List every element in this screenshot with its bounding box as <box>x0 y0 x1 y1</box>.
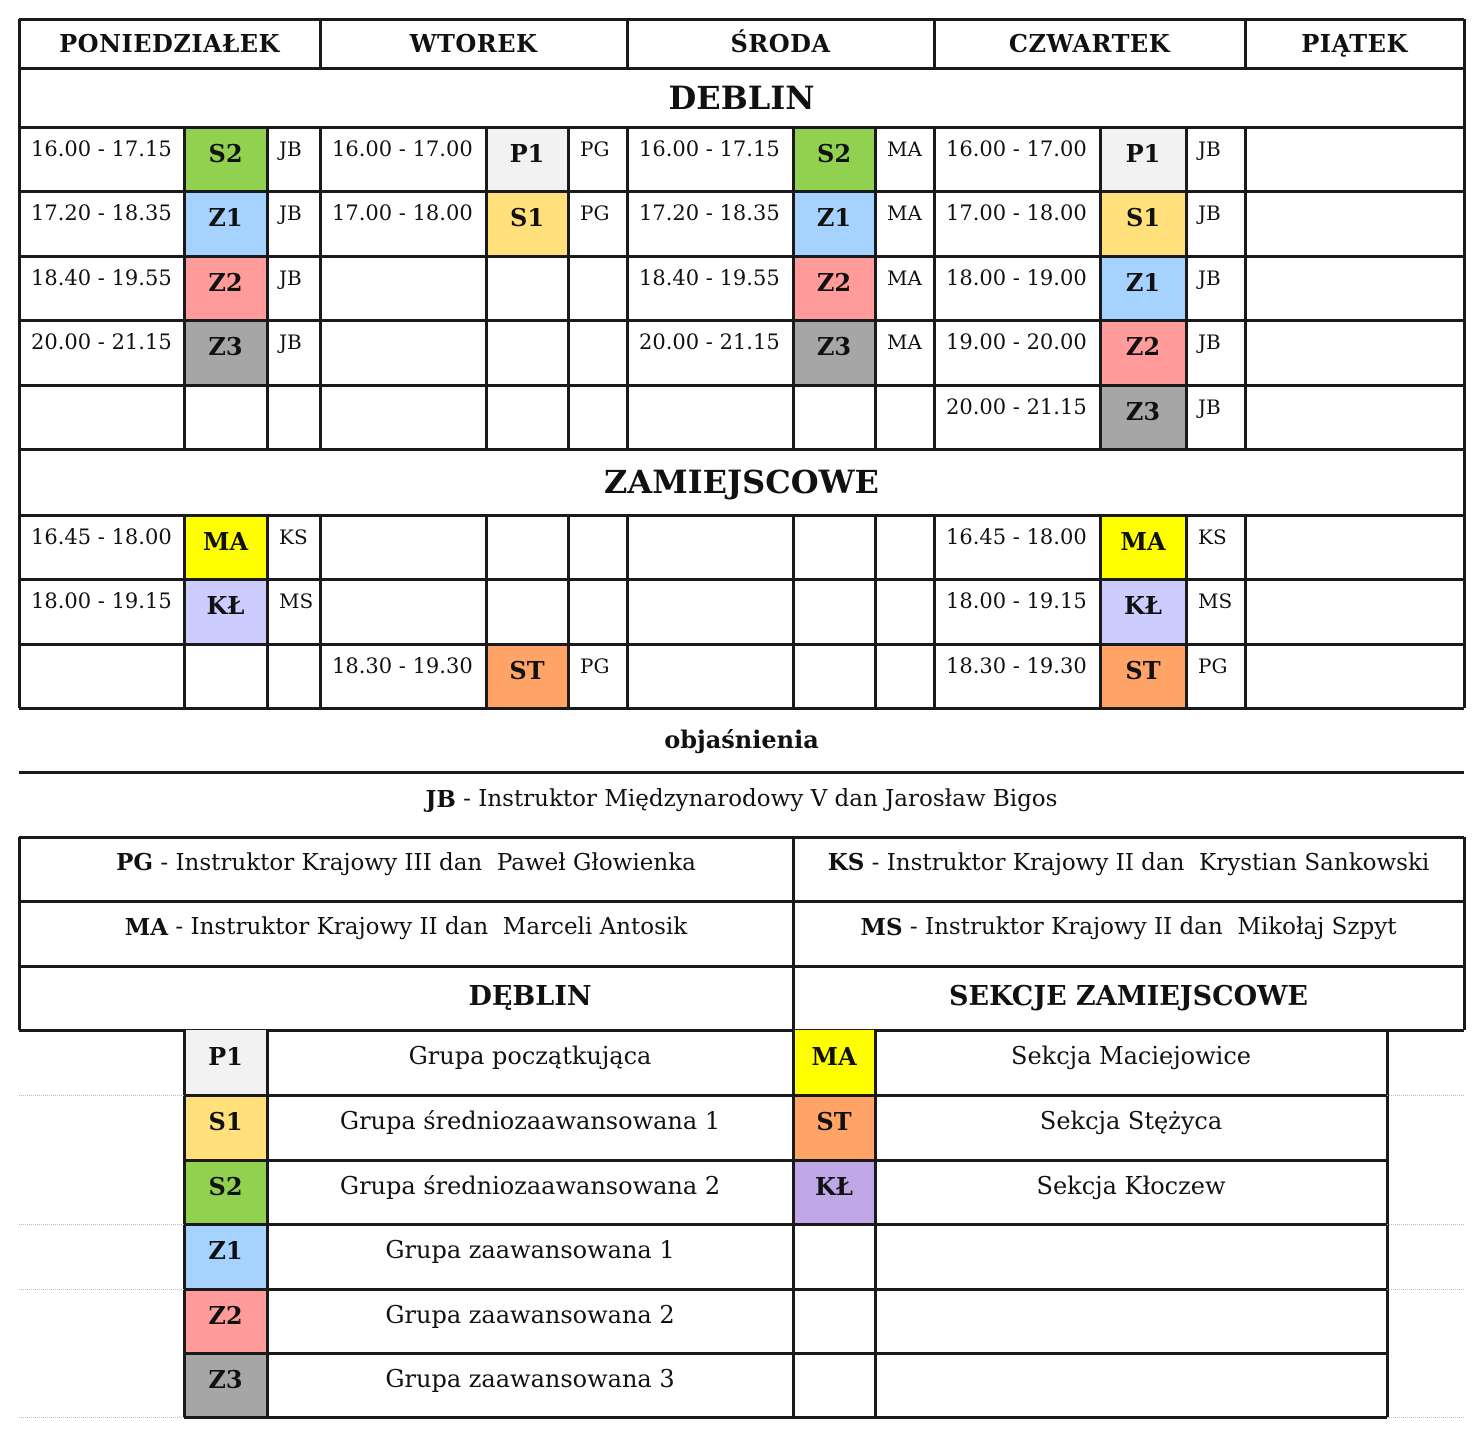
deblin-time <box>31 395 182 425</box>
deblin-time: 16.00 - 17.15 <box>639 137 780 161</box>
zam-group-code <box>486 515 568 567</box>
zam-instructor: MS <box>279 589 314 613</box>
deblin-time <box>332 395 484 425</box>
grid-line-v <box>183 127 186 449</box>
grid-line-v <box>1185 127 1188 449</box>
deblin-instructor <box>580 330 625 360</box>
grid-line-h <box>19 18 1464 21</box>
deblin-time: 20.00 - 21.15 <box>639 330 780 354</box>
instructor-code: JB <box>425 785 456 813</box>
day-header-3: CZWARTEK <box>1008 29 1171 58</box>
deblin-group-code <box>793 385 875 437</box>
zam-instructor <box>887 525 932 555</box>
instructor-description: - Instruktor Krajowy II dan Krystian Sankowski <box>864 849 1430 876</box>
deblin-instructor <box>887 395 932 425</box>
deblin-group-code: Z2 <box>816 267 852 297</box>
zam-time <box>332 589 484 619</box>
grid-line-v <box>1099 127 1102 449</box>
deblin-group-code: Z1 <box>1125 267 1161 297</box>
deblin-time: 19.00 - 20.00 <box>946 330 1087 354</box>
deblin-group-code <box>486 320 568 372</box>
deblin-time: 18.40 - 19.55 <box>31 266 172 290</box>
zam-instructor <box>580 525 625 555</box>
grid-line-v <box>567 515 570 708</box>
grid-line-v <box>933 127 936 449</box>
deblin-group-code <box>184 385 267 437</box>
grid-line-v <box>319 515 322 708</box>
instructor-code: PG <box>116 849 154 876</box>
zam-group-code: MA <box>1120 526 1166 556</box>
instructor-description: - Instruktor Krajowy II dan Marceli Antosik <box>168 914 688 940</box>
grid-line-v <box>567 127 570 449</box>
zam-instructor <box>887 654 932 684</box>
faint-gridline <box>1387 1417 1464 1418</box>
zam-group-code: KŁ <box>1124 590 1162 620</box>
deblin-group-code <box>486 385 568 437</box>
deblin-time: 17.00 - 18.00 <box>946 201 1087 225</box>
instructor-description: - Instruktor Krajowy III dan Paweł Głowienka <box>153 849 696 876</box>
legend-instructor-pg <box>19 837 793 888</box>
legend-instructor-ks <box>793 837 1464 888</box>
legend-group-code: S2 <box>208 1171 243 1201</box>
zam-instructor: PG <box>580 654 610 678</box>
grid-line-v <box>1463 19 1466 708</box>
faint-gridline <box>1387 1289 1464 1290</box>
zam-instructor: KS <box>1198 525 1227 549</box>
zam-group-code <box>184 644 267 696</box>
legend-group-code: S1 <box>208 1106 243 1136</box>
zam-instructor: MS <box>1198 589 1233 613</box>
zam-time <box>639 654 791 684</box>
zam-instructor <box>580 589 625 619</box>
grid-line-v <box>485 515 488 708</box>
day-header-0: PONIEDZIAŁEK <box>59 29 280 58</box>
faint-gridline <box>19 1289 184 1290</box>
legend-instructor-jb <box>19 772 1464 826</box>
zam-group-code <box>486 579 568 631</box>
grid-line-h <box>184 1159 1387 1162</box>
faint-gridline <box>19 1224 184 1225</box>
zam-instructor: PG <box>1198 654 1228 678</box>
deblin-time: 18.00 - 19.00 <box>946 266 1087 290</box>
instructor-description: - Instruktor Krajowy II dan Mikołaj Szpyt <box>902 914 1397 940</box>
deblin-group-code: S1 <box>1125 202 1161 232</box>
deblin-instructor: JB <box>279 137 302 161</box>
deblin-instructor: JB <box>1198 201 1221 225</box>
legend-group-description: Grupa zaawansowana 1 <box>385 1236 675 1264</box>
deblin-instructor: MA <box>887 201 922 225</box>
zam-group-code: MA <box>202 526 249 556</box>
legend-title: objaśnienia <box>664 724 819 754</box>
day-header-4: PIĄTEK <box>1301 29 1408 58</box>
deblin-group-code: S2 <box>816 138 852 168</box>
grid-line-v <box>266 127 269 449</box>
deblin-time <box>332 266 484 296</box>
grid-line-h <box>19 514 1464 517</box>
grid-line-h <box>19 126 1464 129</box>
legend-section-description: Sekcja Kłoczew <box>1036 1172 1226 1200</box>
grid-line-v <box>1185 515 1188 708</box>
grid-line-v <box>18 19 21 708</box>
zam-group-code: ST <box>509 655 545 685</box>
grid-line-v <box>933 19 936 68</box>
grid-line-v <box>1244 127 1247 449</box>
grid-line-h <box>184 1352 1387 1355</box>
deblin-instructor: PG <box>580 137 610 161</box>
legend-group-description: Grupa początkująca <box>408 1042 652 1070</box>
instructor-code: MA <box>124 913 169 941</box>
grid-line-v <box>792 515 795 708</box>
legend-deblin-title: DĘBLIN <box>468 980 592 1012</box>
zam-time: 18.30 - 19.30 <box>946 654 1087 678</box>
deblin-time: 17.20 - 18.35 <box>639 201 780 225</box>
grid-line-v <box>1099 515 1102 708</box>
faint-gridline <box>1387 1224 1464 1225</box>
deblin-instructor <box>580 395 625 425</box>
deblin-group-code: P1 <box>1125 138 1161 168</box>
grid-line-h <box>19 319 1464 322</box>
grid-line-h <box>184 1223 1387 1226</box>
deblin-group-code: Z1 <box>816 202 852 232</box>
deblin-time: 20.00 - 21.15 <box>31 330 172 354</box>
deblin-instructor: MA <box>887 330 922 354</box>
grid-line-v <box>874 1030 877 1417</box>
legend-section-code: ST <box>816 1106 852 1136</box>
zam-time <box>31 654 182 684</box>
deblin-instructor: JB <box>279 201 302 225</box>
instructor-description: - Instruktor Międzynarodowy V dan Jarosław Bigos <box>455 786 1058 812</box>
deblin-time: 16.00 - 17.15 <box>31 137 172 161</box>
day-header-2: ŚRODA <box>730 29 831 58</box>
grid-line-h <box>19 190 1464 193</box>
zam-group-code <box>793 515 875 567</box>
faint-gridline <box>19 1095 184 1096</box>
grid-line-h <box>19 448 1464 451</box>
deblin-instructor: JB <box>279 266 302 290</box>
zam-instructor <box>279 654 318 684</box>
legend-instructor-ms <box>793 901 1464 953</box>
grid-line-v <box>485 127 488 449</box>
grid-line-v <box>626 127 629 449</box>
legend-group-description: Grupa średniozaawansowana 2 <box>339 1172 721 1200</box>
grid-line-h <box>19 578 1464 581</box>
deblin-group-code: Z3 <box>208 331 243 361</box>
legend-group-description: Grupa zaawansowana 3 <box>385 1365 675 1393</box>
grid-line-v <box>319 127 322 449</box>
deblin-instructor: JB <box>1198 266 1221 290</box>
deblin-group-code: Z2 <box>1125 331 1161 361</box>
zam-group-code <box>793 644 875 696</box>
instructor-code: MS <box>860 913 903 941</box>
deblin-group-code: Z2 <box>208 267 243 297</box>
zam-time: 16.45 - 18.00 <box>946 525 1087 549</box>
deblin-time <box>332 330 484 360</box>
faint-gridline <box>1387 1095 1464 1096</box>
faint-gridline <box>19 1417 184 1418</box>
grid-line-v <box>792 1030 795 1417</box>
deblin-instructor: MA <box>887 266 922 290</box>
deblin-group-code <box>486 256 568 308</box>
zam-time: 16.45 - 18.00 <box>31 525 172 549</box>
zam-time: 18.00 - 19.15 <box>31 589 172 613</box>
zam-time: 18.30 - 19.30 <box>332 654 473 678</box>
deblin-instructor <box>279 395 318 425</box>
grid-line-h <box>19 67 1464 70</box>
legend-section-description: Sekcja Maciejowice <box>1011 1042 1251 1070</box>
deblin-time: 20.00 - 21.15 <box>946 395 1087 419</box>
grid-line-h <box>19 643 1464 646</box>
grid-line-h <box>184 1416 1387 1419</box>
grid-line-v <box>266 1030 269 1417</box>
deblin-group-code: Z3 <box>816 331 852 361</box>
grid-line-v <box>874 127 877 449</box>
legend-section-code: MA <box>811 1041 857 1071</box>
zam-instructor <box>887 589 932 619</box>
grid-line-v <box>626 19 629 68</box>
grid-line-h <box>184 1288 1387 1291</box>
legend-group-description: Grupa średniozaawansowana 1 <box>339 1107 721 1135</box>
zam-group-code: KŁ <box>206 590 245 620</box>
deblin-time: 18.40 - 19.55 <box>639 266 780 290</box>
deblin-group-code: S1 <box>509 202 545 232</box>
section-title-zamiejscowe: ZAMIEJSCOWE <box>604 463 879 501</box>
zam-time <box>639 589 791 619</box>
grid-line-v <box>1244 19 1247 68</box>
grid-line-v <box>319 19 322 68</box>
legend-group-description: Grupa zaawansowana 2 <box>385 1301 675 1329</box>
grid-line-v <box>1244 515 1247 708</box>
deblin-time <box>639 395 791 425</box>
legend-group-code: P1 <box>208 1041 243 1071</box>
grid-line-v <box>626 515 629 708</box>
deblin-instructor <box>580 266 625 296</box>
zam-instructor: KS <box>279 525 308 549</box>
deblin-group-code: P1 <box>509 138 545 168</box>
legend-instructor-ma <box>19 901 793 953</box>
deblin-instructor: JB <box>279 330 302 354</box>
section-title-deblin: DEBLIN <box>668 78 815 117</box>
deblin-time: 17.20 - 18.35 <box>31 201 172 225</box>
deblin-group-code: S2 <box>208 138 243 168</box>
deblin-instructor: JB <box>1198 137 1221 161</box>
grid-line-v <box>266 515 269 708</box>
grid-line-v <box>874 515 877 708</box>
grid-line-v <box>792 127 795 449</box>
deblin-time: 16.00 - 17.00 <box>946 137 1087 161</box>
legend-group-code: Z2 <box>208 1300 243 1330</box>
grid-line-h <box>19 255 1464 258</box>
deblin-group-code: Z3 <box>1125 396 1161 426</box>
deblin-instructor: MA <box>887 137 922 161</box>
zam-group-code <box>793 579 875 631</box>
legend-section-code: KŁ <box>815 1171 853 1201</box>
zam-group-code: ST <box>1125 655 1161 685</box>
deblin-instructor: JB <box>1198 395 1221 419</box>
day-header-1: WTOREK <box>409 29 538 58</box>
legend-section-description: Sekcja Stężyca <box>1039 1107 1223 1135</box>
legend-zam-title: SEKCJE ZAMIEJSCOWE <box>948 980 1308 1012</box>
deblin-group-code: Z1 <box>208 202 243 232</box>
legend-group-code: Z3 <box>208 1364 243 1394</box>
deblin-time: 17.00 - 18.00 <box>332 201 473 225</box>
grid-line-h <box>184 1094 1387 1097</box>
zam-time <box>639 525 791 555</box>
legend-group-code: Z1 <box>208 1235 243 1265</box>
grid-line-v <box>933 515 936 708</box>
zam-time <box>332 525 484 555</box>
grid-line-h <box>19 384 1464 387</box>
grid-line-v <box>183 515 186 708</box>
zam-time: 18.00 - 19.15 <box>946 589 1087 613</box>
deblin-instructor: JB <box>1198 330 1221 354</box>
deblin-instructor: PG <box>580 201 610 225</box>
instructor-code: KS <box>827 849 865 876</box>
deblin-time: 16.00 - 17.00 <box>332 137 473 161</box>
